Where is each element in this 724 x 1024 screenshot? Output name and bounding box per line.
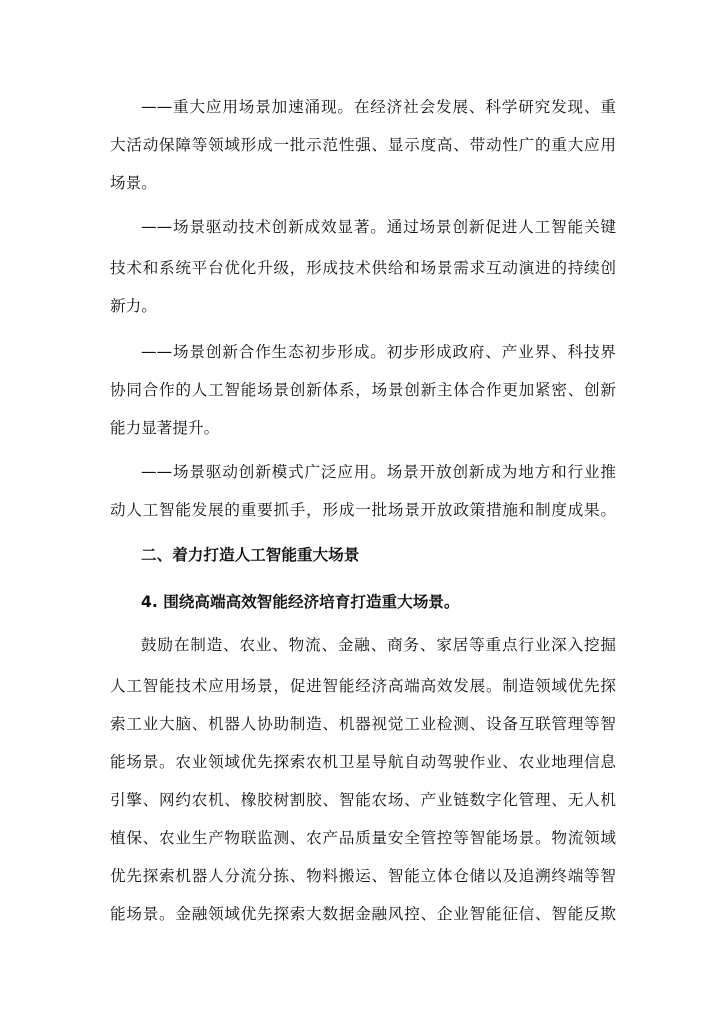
paragraph-2-line-2: 技术和系统平台优化升级，形成技术供给和场景需求互动演进的持续创 xyxy=(110,259,616,277)
paragraph-2-line-1: ——场景驱动技术创新成效显著。通过场景创新促进人工智能关键 xyxy=(141,218,616,236)
paragraph-5-line-4: 能场景。农业领域优先探索农机卫星导航自动驾驶作业、农业地理信息 xyxy=(110,753,616,771)
paragraph-4-line-2: 动人工智能发展的重要抓手，形成一批场景开放政策措施和制度成果。 xyxy=(110,501,616,519)
paragraph-1-line-3: 场景。 xyxy=(110,174,157,192)
paragraph-3-line-1: ——场景创新合作生态初步形成。初步形成政府、产业界、科技界 xyxy=(141,343,616,361)
paragraph-5-line-1: 鼓励在制造、农业、物流、金融、商务、家居等重点行业深入挖掘 xyxy=(141,636,616,654)
paragraph-1-line-1: ——重大应用场景加速涌现。在经济社会发展、科学研究发现、重 xyxy=(141,98,616,116)
subsection-heading: 4. 围绕高端高效智能经济培育打造重大场景。 xyxy=(141,593,460,611)
paragraph-5-line-2: 人工智能技术应用场景，促进智能经济高端高效发展。制造领域优先探 xyxy=(110,677,616,695)
paragraph-3-line-2: 协同合作的人工智能场景创新体系，场景创新主体合作更加紧密、创新 xyxy=(110,381,616,399)
paragraph-3-line-3: 能力显著提升。 xyxy=(110,419,220,437)
section-heading: 二、着力打造人工智能重大场景 xyxy=(141,546,360,564)
paragraph-2-line-3: 新力。 xyxy=(110,297,157,315)
paragraph-4-line-1: ——场景驱动创新模式广泛应用。场景开放创新成为地方和行业推 xyxy=(141,463,616,481)
paragraph-5-line-6: 植保、农业生产物联监测、农产品质量安全管控等智能场景。物流领域 xyxy=(110,829,616,847)
paragraph-5-line-7: 优先探索机器人分流分拣、物料搬运、智能立体仓储以及追溯终端等智 xyxy=(110,867,616,885)
paragraph-1-line-2: 大活动保障等领域形成一批示范性强、显示度高、带动性广的重大应用 xyxy=(110,136,616,154)
paragraph-5-line-3: 索工业大脑、机器人协助制造、机器视觉工业检测、设备互联管理等智 xyxy=(110,715,616,733)
paragraph-5-line-5: 引擎、网约农机、橡胶树割胶、智能农场、产业链数字化管理、无人机 xyxy=(110,791,616,809)
paragraph-5-line-8: 能场景。金融领域优先探索大数据金融风控、企业智能征信、智能反欺 xyxy=(110,905,616,923)
